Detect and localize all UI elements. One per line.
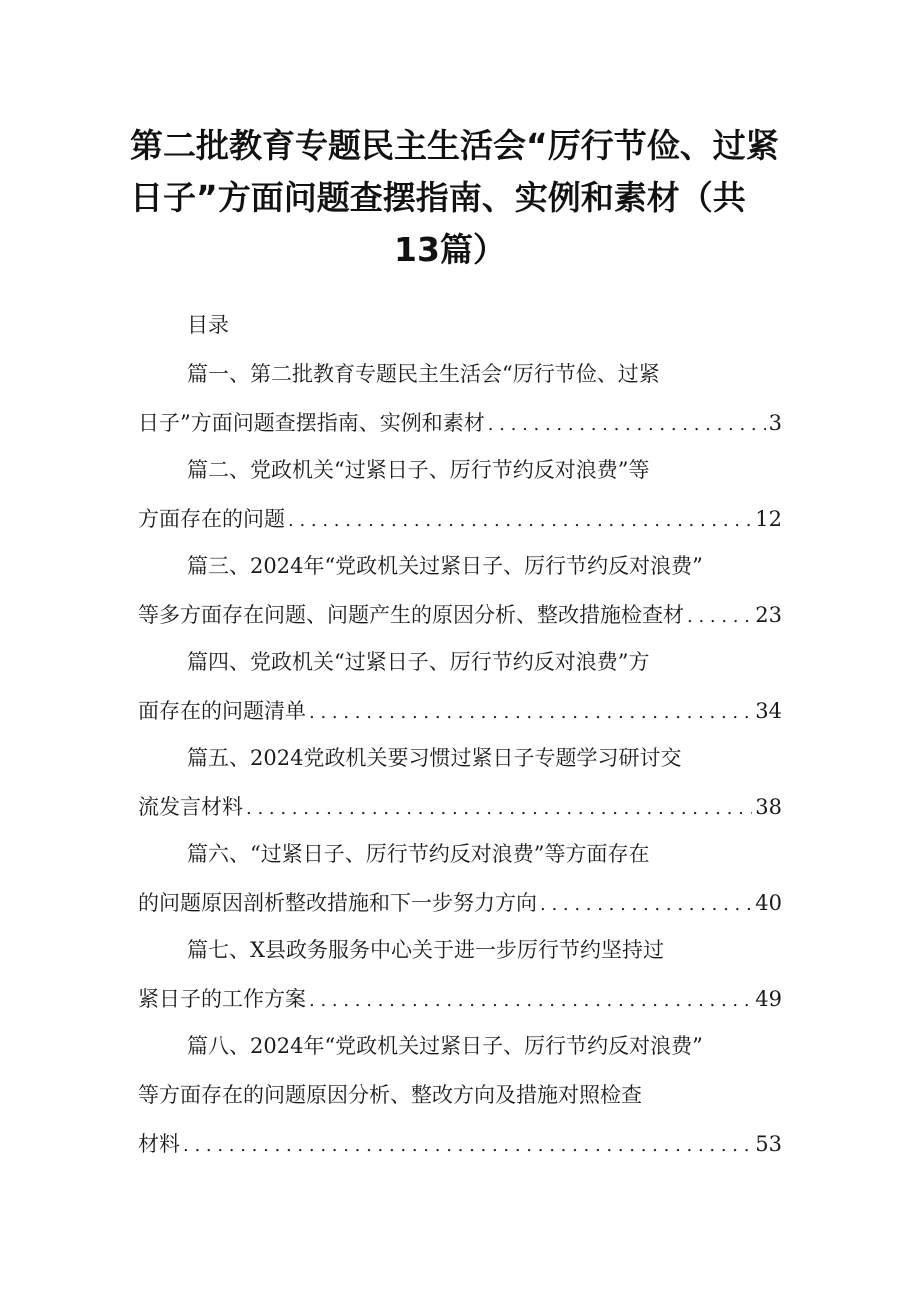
toc-entry-1[interactable] <box>138 358 782 454</box>
toc-entry-title-first: 篇六、“过紧日子、厉行节约反对浪费”等方面存在 <box>187 842 650 866</box>
toc-entry-last-line <box>138 599 782 631</box>
toc-entry-title-first: 篇五、2024党政机关要习惯过紧日子专题学习研讨交 <box>187 746 682 770</box>
toc-page-number: 53 <box>755 1132 782 1156</box>
toc-entry-last-line <box>138 887 782 919</box>
toc-entry-title-last: 面存在的问题清单 <box>138 699 306 723</box>
toc-entry-3[interactable] <box>138 550 782 646</box>
toc-entry-title-middle: 等方面存在的问题原因分析、整改方向及措施对照检查 <box>138 1083 642 1107</box>
toc-entry-5[interactable] <box>138 742 782 838</box>
title-line-3: 13篇） <box>394 230 506 269</box>
toc-entry-last-line <box>138 407 782 439</box>
toc-entry-title-first: 篇一、第二批教育专题民主生活会“厉行节俭、过紧 <box>187 362 660 386</box>
toc-heading: 目录 <box>187 313 229 337</box>
toc-entry-title-first: 篇四、党政机关“过紧日子、厉行节约反对浪费”方 <box>187 650 650 674</box>
toc-entry-title-last: 日子”方面问题查摆指南、实例和素材 <box>138 411 485 435</box>
toc-entry-title-first: 篇三、2024年“党政机关过紧日子、厉行节约反对浪费” <box>187 554 703 578</box>
toc-entry-title-first: 篇八、2024年“党政机关过紧日子、厉行节约反对浪费” <box>187 1034 703 1058</box>
toc-page-number: 12 <box>755 507 782 531</box>
toc-entry-title-last: 的问题原因剖析整改措施和下一步努力方向 <box>138 891 537 915</box>
title-line-1: 第二批教育专题民主生活会“厉行节俭、过紧 <box>130 126 779 165</box>
dot-leader <box>488 409 766 441</box>
toc-entry-7[interactable] <box>138 934 782 1030</box>
dot-leader <box>309 985 752 1017</box>
dot-leader <box>288 505 752 537</box>
toc-entry-last-line <box>138 503 782 535</box>
toc-page-number: 34 <box>755 699 782 723</box>
toc-page-number: 49 <box>755 987 782 1011</box>
toc-entry-last-line <box>138 695 782 727</box>
table-of-contents <box>138 358 782 1180</box>
toc-entry-title-first: 篇二、党政机关“过紧日子、厉行节约反对浪费”等 <box>187 458 650 482</box>
toc-entry-title-last: 流发言材料 <box>138 795 243 819</box>
toc-entry-6[interactable] <box>138 838 782 934</box>
toc-entry-title-last: 紧日子的工作方案 <box>138 987 306 1011</box>
dot-leader <box>687 601 752 633</box>
toc-entry-title-last: 方面存在的问题 <box>138 507 285 531</box>
toc-entry-title-last: 材料 <box>138 1132 180 1156</box>
title-line-2: 日子”方面问题查摆指南、实例和素材（共 <box>130 178 746 217</box>
dot-leader <box>309 697 752 729</box>
toc-page-number: 38 <box>755 795 782 819</box>
dot-leader <box>246 793 752 825</box>
toc-entry-last-line <box>138 791 782 823</box>
toc-entry-4[interactable] <box>138 646 782 742</box>
toc-entry-last-line <box>138 983 782 1015</box>
toc-page-number: 23 <box>755 603 782 627</box>
toc-page-number: 40 <box>755 891 782 915</box>
dot-leader <box>540 889 752 921</box>
toc-entry-last-line <box>138 1128 782 1160</box>
toc-entry-2[interactable] <box>138 454 782 550</box>
document-title <box>130 120 790 276</box>
toc-page-number: 3 <box>768 411 782 435</box>
toc-entry-title-last: 等多方面存在问题、问题产生的原因分析、整改措施检查材 <box>138 603 684 627</box>
toc-entry-8[interactable] <box>138 1030 782 1180</box>
toc-entry-title-first: 篇七、X县政务服务中心关于进一步厉行节约坚持过 <box>187 938 664 962</box>
dot-leader <box>183 1130 752 1162</box>
